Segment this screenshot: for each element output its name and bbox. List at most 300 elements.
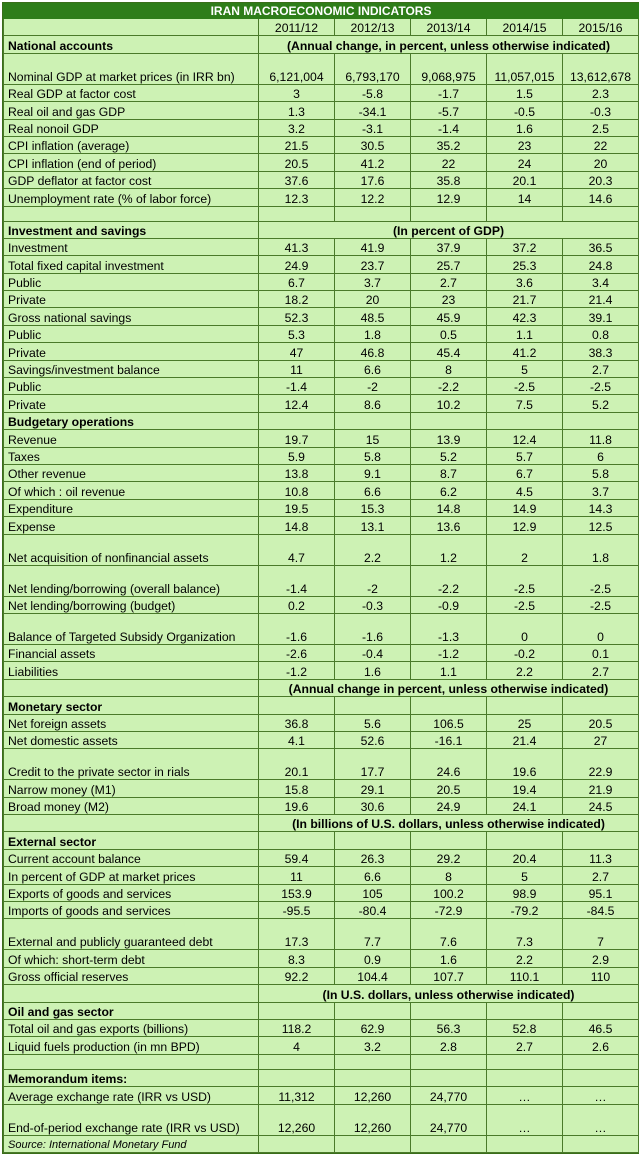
value-cell: 92.2 xyxy=(259,967,335,984)
value-cell: 5.9 xyxy=(259,447,335,464)
value-cell: 13.8 xyxy=(259,464,335,481)
unit-note-row xyxy=(4,985,639,1002)
row-label: Of which : oil revenue xyxy=(4,482,259,499)
value-cell: 2.7 xyxy=(563,662,639,679)
value-cell: 20 xyxy=(335,291,411,308)
value-cell: 62.9 xyxy=(335,1019,411,1036)
row-label: End-of-period exchange rate (IRR vs USD) xyxy=(4,1104,259,1135)
value-cell: 6.6 xyxy=(335,867,411,884)
value-cell: 20.1 xyxy=(259,749,335,780)
value-cell: -95.5 xyxy=(259,902,335,919)
value-cell: 37.6 xyxy=(259,171,335,188)
value-cell: 12.4 xyxy=(259,395,335,412)
value-cell: 6.6 xyxy=(335,360,411,377)
value-cell: 98.9 xyxy=(487,884,563,901)
value-cell: 37.2 xyxy=(487,238,563,255)
value-cell: 2.5 xyxy=(563,119,639,136)
value-cell: 2.7 xyxy=(563,867,639,884)
row-label: Liabilities xyxy=(4,662,259,679)
table-row xyxy=(4,360,639,377)
value-cell: 5.6 xyxy=(335,714,411,731)
value-cell: 52.6 xyxy=(335,731,411,748)
blank-cell xyxy=(487,697,563,714)
value-cell: 12,260 xyxy=(259,1104,335,1135)
value-cell: … xyxy=(487,1104,563,1135)
value-cell: 20.3 xyxy=(563,171,639,188)
value-cell: 9,068,975 xyxy=(411,53,487,84)
row-label: Imports of goods and services xyxy=(4,902,259,919)
value-cell: 47 xyxy=(259,343,335,360)
table-row xyxy=(4,884,639,901)
table-row xyxy=(4,395,639,412)
section-header-row xyxy=(4,412,639,429)
table-row xyxy=(4,136,639,153)
value-cell: 2.7 xyxy=(487,1037,563,1054)
blank-cell xyxy=(335,832,411,849)
value-cell: … xyxy=(563,1104,639,1135)
spacer-row xyxy=(4,1054,639,1069)
table-row xyxy=(4,308,639,325)
value-cell: 5.3 xyxy=(259,325,335,342)
value-cell: 24.8 xyxy=(563,256,639,273)
blank-cell xyxy=(487,412,563,429)
value-cell: 2.9 xyxy=(563,950,639,967)
row-label: Public xyxy=(4,325,259,342)
value-cell: -1.2 xyxy=(259,662,335,679)
table-row xyxy=(4,464,639,481)
value-cell: 13,612,678 xyxy=(563,53,639,84)
value-cell: 7 xyxy=(563,919,639,950)
blank-cell xyxy=(487,1135,563,1152)
value-cell: 2.2 xyxy=(487,950,563,967)
note-blank-cell xyxy=(4,815,259,832)
value-cell: 19.4 xyxy=(487,780,563,797)
value-cell: 25.3 xyxy=(487,256,563,273)
value-cell: 5 xyxy=(487,360,563,377)
value-cell: 6,793,170 xyxy=(335,53,411,84)
value-cell: 14.9 xyxy=(487,499,563,516)
value-cell: 3.2 xyxy=(259,119,335,136)
value-cell: 19.5 xyxy=(259,499,335,516)
table-row xyxy=(4,171,639,188)
table-row xyxy=(4,238,639,255)
value-cell: 11 xyxy=(259,360,335,377)
section-title: Budgetary operations xyxy=(4,412,259,429)
year-header: 2015/16 xyxy=(563,19,639,36)
value-cell: 48.5 xyxy=(335,308,411,325)
blank-cell xyxy=(335,1054,411,1069)
table-row xyxy=(4,517,639,534)
table-row xyxy=(4,499,639,516)
table-row xyxy=(4,291,639,308)
source-row xyxy=(4,1135,639,1152)
value-cell: 21.9 xyxy=(563,780,639,797)
section-title: National accounts xyxy=(4,36,259,53)
blank-cell xyxy=(563,697,639,714)
table-row xyxy=(4,256,639,273)
value-cell: 1.5 xyxy=(487,84,563,101)
value-cell: 38.3 xyxy=(563,343,639,360)
row-label: Real GDP at factor cost xyxy=(4,84,259,101)
value-cell: -0.2 xyxy=(487,644,563,661)
table-row xyxy=(4,102,639,119)
value-cell: 14.3 xyxy=(563,499,639,516)
blank-cell xyxy=(411,1002,487,1019)
value-cell: -5.7 xyxy=(411,102,487,119)
section-title: Memorandum items: xyxy=(4,1069,259,1086)
value-cell: 0.8 xyxy=(563,325,639,342)
value-cell: 39.1 xyxy=(563,308,639,325)
value-cell: -2 xyxy=(335,378,411,395)
value-cell: 11 xyxy=(259,867,335,884)
value-cell: 20.1 xyxy=(487,171,563,188)
blank-cell xyxy=(487,832,563,849)
value-cell: 5.2 xyxy=(563,395,639,412)
table-row xyxy=(4,447,639,464)
blank-cell xyxy=(411,697,487,714)
value-cell: 5.8 xyxy=(335,447,411,464)
row-label: Private xyxy=(4,291,259,308)
value-cell: 4.1 xyxy=(259,731,335,748)
value-cell: 3 xyxy=(259,84,335,101)
blank-cell xyxy=(411,1069,487,1086)
blank-cell xyxy=(563,1135,639,1152)
value-cell: 30.5 xyxy=(335,136,411,153)
blank-cell xyxy=(259,1054,335,1069)
value-cell: 2.8 xyxy=(411,1037,487,1054)
indicators-table xyxy=(3,3,639,1153)
row-label: Net domestic assets xyxy=(4,731,259,748)
value-cell: 8.7 xyxy=(411,464,487,481)
value-cell: 23 xyxy=(487,136,563,153)
value-cell: -2.5 xyxy=(487,378,563,395)
row-label: Total fixed capital investment xyxy=(4,256,259,273)
value-cell: 1.8 xyxy=(563,534,639,565)
source-note: Source: International Monetary Fund xyxy=(4,1135,259,1152)
blank-cell xyxy=(411,1054,487,1069)
value-cell: 20.5 xyxy=(259,154,335,171)
table-row xyxy=(4,613,639,644)
table-row xyxy=(4,714,639,731)
value-cell: 24,770 xyxy=(411,1087,487,1104)
value-cell: 12.4 xyxy=(487,430,563,447)
value-cell: 7.6 xyxy=(411,919,487,950)
value-cell: 7.5 xyxy=(487,395,563,412)
value-cell: 10.2 xyxy=(411,395,487,412)
value-cell: 1.3 xyxy=(259,102,335,119)
table-row xyxy=(4,84,639,101)
unit-note: (In percent of GDP) xyxy=(259,221,639,238)
value-cell: 153.9 xyxy=(259,884,335,901)
table-row xyxy=(4,1019,639,1036)
table-row xyxy=(4,749,639,780)
table-row xyxy=(4,482,639,499)
value-cell: 45.4 xyxy=(411,343,487,360)
spacer-row xyxy=(4,206,639,221)
row-label: CPI inflation (average) xyxy=(4,136,259,153)
value-cell: 2.2 xyxy=(335,534,411,565)
unit-note-row xyxy=(4,815,639,832)
value-cell: 52.3 xyxy=(259,308,335,325)
table-row xyxy=(4,919,639,950)
row-label: Broad money (M2) xyxy=(4,797,259,814)
value-cell: 0.9 xyxy=(335,950,411,967)
blank-cell xyxy=(335,1069,411,1086)
value-cell: 10.8 xyxy=(259,482,335,499)
section-header-row xyxy=(4,1002,639,1019)
row-label: Unemployment rate (% of labor force) xyxy=(4,189,259,206)
row-label: Narrow money (M1) xyxy=(4,780,259,797)
value-cell: 1.1 xyxy=(487,325,563,342)
section-header-row xyxy=(4,697,639,714)
value-cell: -5.8 xyxy=(335,84,411,101)
value-cell: 25.7 xyxy=(411,256,487,273)
row-label: External and publicly guaranteed debt xyxy=(4,919,259,950)
value-cell: 118.2 xyxy=(259,1019,335,1036)
value-cell: 5.8 xyxy=(563,464,639,481)
row-label: In percent of GDP at market prices xyxy=(4,867,259,884)
value-cell: 2.7 xyxy=(563,360,639,377)
value-cell: 8 xyxy=(411,360,487,377)
value-cell: 36.8 xyxy=(259,714,335,731)
table-row xyxy=(4,1104,639,1135)
row-label: Nominal GDP at market prices (in IRR bn) xyxy=(4,53,259,84)
blank-cell xyxy=(487,1002,563,1019)
row-label: Net foreign assets xyxy=(4,714,259,731)
row-label: Total oil and gas exports (billions) xyxy=(4,1019,259,1036)
value-cell: 2.7 xyxy=(411,273,487,290)
row-label: Public xyxy=(4,378,259,395)
value-cell: 37.9 xyxy=(411,238,487,255)
year-header: 2012/13 xyxy=(335,19,411,36)
value-cell: 36.5 xyxy=(563,238,639,255)
value-cell: 26.3 xyxy=(335,849,411,866)
value-cell: 9.1 xyxy=(335,464,411,481)
value-cell: 22 xyxy=(563,136,639,153)
value-cell: 56.3 xyxy=(411,1019,487,1036)
value-cell: -1.2 xyxy=(411,644,487,661)
row-label: Financial assets xyxy=(4,644,259,661)
row-label: CPI inflation (end of period) xyxy=(4,154,259,171)
value-cell: 95.1 xyxy=(563,884,639,901)
value-cell: 12.5 xyxy=(563,517,639,534)
value-cell: 107.7 xyxy=(411,967,487,984)
value-cell: -1.4 xyxy=(259,378,335,395)
value-cell: 17.7 xyxy=(335,749,411,780)
row-label: Investment xyxy=(4,238,259,255)
value-cell: 23 xyxy=(411,291,487,308)
value-cell: 41.9 xyxy=(335,238,411,255)
value-cell: -0.3 xyxy=(563,102,639,119)
value-cell: 7.3 xyxy=(487,919,563,950)
value-cell: 19.7 xyxy=(259,430,335,447)
value-cell: 4.7 xyxy=(259,534,335,565)
table-row xyxy=(4,565,639,596)
blank-cell xyxy=(259,1002,335,1019)
year-header-row xyxy=(4,19,639,36)
value-cell: 3.4 xyxy=(563,273,639,290)
table-row xyxy=(4,902,639,919)
value-cell: … xyxy=(563,1087,639,1104)
row-label: Current account balance xyxy=(4,849,259,866)
blank-cell xyxy=(259,412,335,429)
value-cell: 21.5 xyxy=(259,136,335,153)
value-cell: -1.7 xyxy=(411,84,487,101)
value-cell: -2.2 xyxy=(411,565,487,596)
value-cell: 8.6 xyxy=(335,395,411,412)
value-cell: 22.9 xyxy=(563,749,639,780)
table-row xyxy=(4,273,639,290)
row-label: Gross national savings xyxy=(4,308,259,325)
blank-cell xyxy=(411,412,487,429)
table-row xyxy=(4,644,639,661)
value-cell: 41.3 xyxy=(259,238,335,255)
row-label: Private xyxy=(4,395,259,412)
blank-cell xyxy=(563,412,639,429)
value-cell: 1.8 xyxy=(335,325,411,342)
value-cell: -2.5 xyxy=(563,565,639,596)
value-cell: 25 xyxy=(487,714,563,731)
header-blank-cell xyxy=(4,19,259,36)
value-cell: -84.5 xyxy=(563,902,639,919)
value-cell: 2.6 xyxy=(563,1037,639,1054)
row-label: Net lending/borrowing (budget) xyxy=(4,596,259,613)
value-cell: 17.3 xyxy=(259,919,335,950)
value-cell: 2.3 xyxy=(563,84,639,101)
blank-cell xyxy=(487,1054,563,1069)
value-cell: -1.6 xyxy=(335,613,411,644)
value-cell: 15.8 xyxy=(259,780,335,797)
value-cell: -1.4 xyxy=(411,119,487,136)
table-row xyxy=(4,53,639,84)
value-cell: 104.4 xyxy=(335,967,411,984)
table-row xyxy=(4,967,639,984)
value-cell: 24.6 xyxy=(411,749,487,780)
value-cell: 45.9 xyxy=(411,308,487,325)
value-cell: 110 xyxy=(563,967,639,984)
table-row xyxy=(4,534,639,565)
row-label: Other revenue xyxy=(4,464,259,481)
table-row xyxy=(4,780,639,797)
value-cell: 21.4 xyxy=(487,731,563,748)
section-title: Oil and gas sector xyxy=(4,1002,259,1019)
value-cell: -80.4 xyxy=(335,902,411,919)
value-cell: 2.2 xyxy=(487,662,563,679)
value-cell: 13.6 xyxy=(411,517,487,534)
blank-cell xyxy=(335,697,411,714)
blank-cell xyxy=(4,1054,259,1069)
value-cell: 41.2 xyxy=(335,154,411,171)
table-row xyxy=(4,430,639,447)
value-cell: 11,057,015 xyxy=(487,53,563,84)
value-cell: 35.8 xyxy=(411,171,487,188)
row-label: Gross official reserves xyxy=(4,967,259,984)
blank-cell xyxy=(563,1054,639,1069)
value-cell: 3.7 xyxy=(335,273,411,290)
value-cell: 14.8 xyxy=(259,517,335,534)
row-label: Net acquisition of nonfinancial assets xyxy=(4,534,259,565)
blank-cell xyxy=(4,206,259,221)
unit-note-row xyxy=(4,679,639,696)
row-label: Taxes xyxy=(4,447,259,464)
value-cell: 2 xyxy=(487,534,563,565)
value-cell: -1.4 xyxy=(259,565,335,596)
value-cell: 1.2 xyxy=(411,534,487,565)
value-cell: 20.5 xyxy=(411,780,487,797)
table-row xyxy=(4,731,639,748)
value-cell: 20 xyxy=(563,154,639,171)
value-cell: 21.7 xyxy=(487,291,563,308)
note-blank-cell xyxy=(4,985,259,1002)
value-cell: 3.6 xyxy=(487,273,563,290)
value-cell: 42.3 xyxy=(487,308,563,325)
value-cell: 14.6 xyxy=(563,189,639,206)
value-cell: 27 xyxy=(563,731,639,748)
blank-cell xyxy=(259,1069,335,1086)
value-cell: 46.8 xyxy=(335,343,411,360)
table-row xyxy=(4,797,639,814)
row-label: Expense xyxy=(4,517,259,534)
table-row xyxy=(4,596,639,613)
row-label: Liquid fuels production (in mn BPD) xyxy=(4,1037,259,1054)
value-cell: 29.1 xyxy=(335,780,411,797)
value-cell: -2.5 xyxy=(563,596,639,613)
value-cell: -1.3 xyxy=(411,613,487,644)
row-label: Real nonoil GDP xyxy=(4,119,259,136)
value-cell: 24.1 xyxy=(487,797,563,814)
blank-cell xyxy=(563,1002,639,1019)
value-cell: 3.7 xyxy=(563,482,639,499)
year-header: 2014/15 xyxy=(487,19,563,36)
value-cell: -0.4 xyxy=(335,644,411,661)
table-row xyxy=(4,867,639,884)
table-row xyxy=(4,189,639,206)
value-cell: 24.9 xyxy=(411,797,487,814)
table-row xyxy=(4,849,639,866)
table-row xyxy=(4,343,639,360)
value-cell: 15.3 xyxy=(335,499,411,516)
value-cell: -16.1 xyxy=(411,731,487,748)
row-label: Public xyxy=(4,273,259,290)
blank-cell xyxy=(259,206,335,221)
value-cell: 41.2 xyxy=(487,343,563,360)
unit-note: (Annual change, in percent, unless otherwise indicated) xyxy=(259,36,639,53)
table-row xyxy=(4,119,639,136)
value-cell: 8 xyxy=(411,867,487,884)
value-cell: 3.2 xyxy=(335,1037,411,1054)
blank-cell xyxy=(411,832,487,849)
value-cell: 11,312 xyxy=(259,1087,335,1104)
section-title: Investment and savings xyxy=(4,221,259,238)
value-cell: 1.6 xyxy=(335,662,411,679)
value-cell: -2.2 xyxy=(411,378,487,395)
value-cell: 20.5 xyxy=(563,714,639,731)
row-label: Average exchange rate (IRR vs USD) xyxy=(4,1087,259,1104)
value-cell: 100.2 xyxy=(411,884,487,901)
unit-note: (Annual change in percent, unless otherwise indicated) xyxy=(259,679,639,696)
table-row xyxy=(4,154,639,171)
value-cell: 12,260 xyxy=(335,1087,411,1104)
blank-cell xyxy=(411,1135,487,1152)
row-label: Exports of goods and services xyxy=(4,884,259,901)
table-row xyxy=(4,1087,639,1104)
value-cell: 21.4 xyxy=(563,291,639,308)
value-cell: -2.5 xyxy=(487,596,563,613)
table-row xyxy=(4,378,639,395)
value-cell: 13.9 xyxy=(411,430,487,447)
value-cell: 6.6 xyxy=(335,482,411,499)
blank-cell xyxy=(259,1135,335,1152)
